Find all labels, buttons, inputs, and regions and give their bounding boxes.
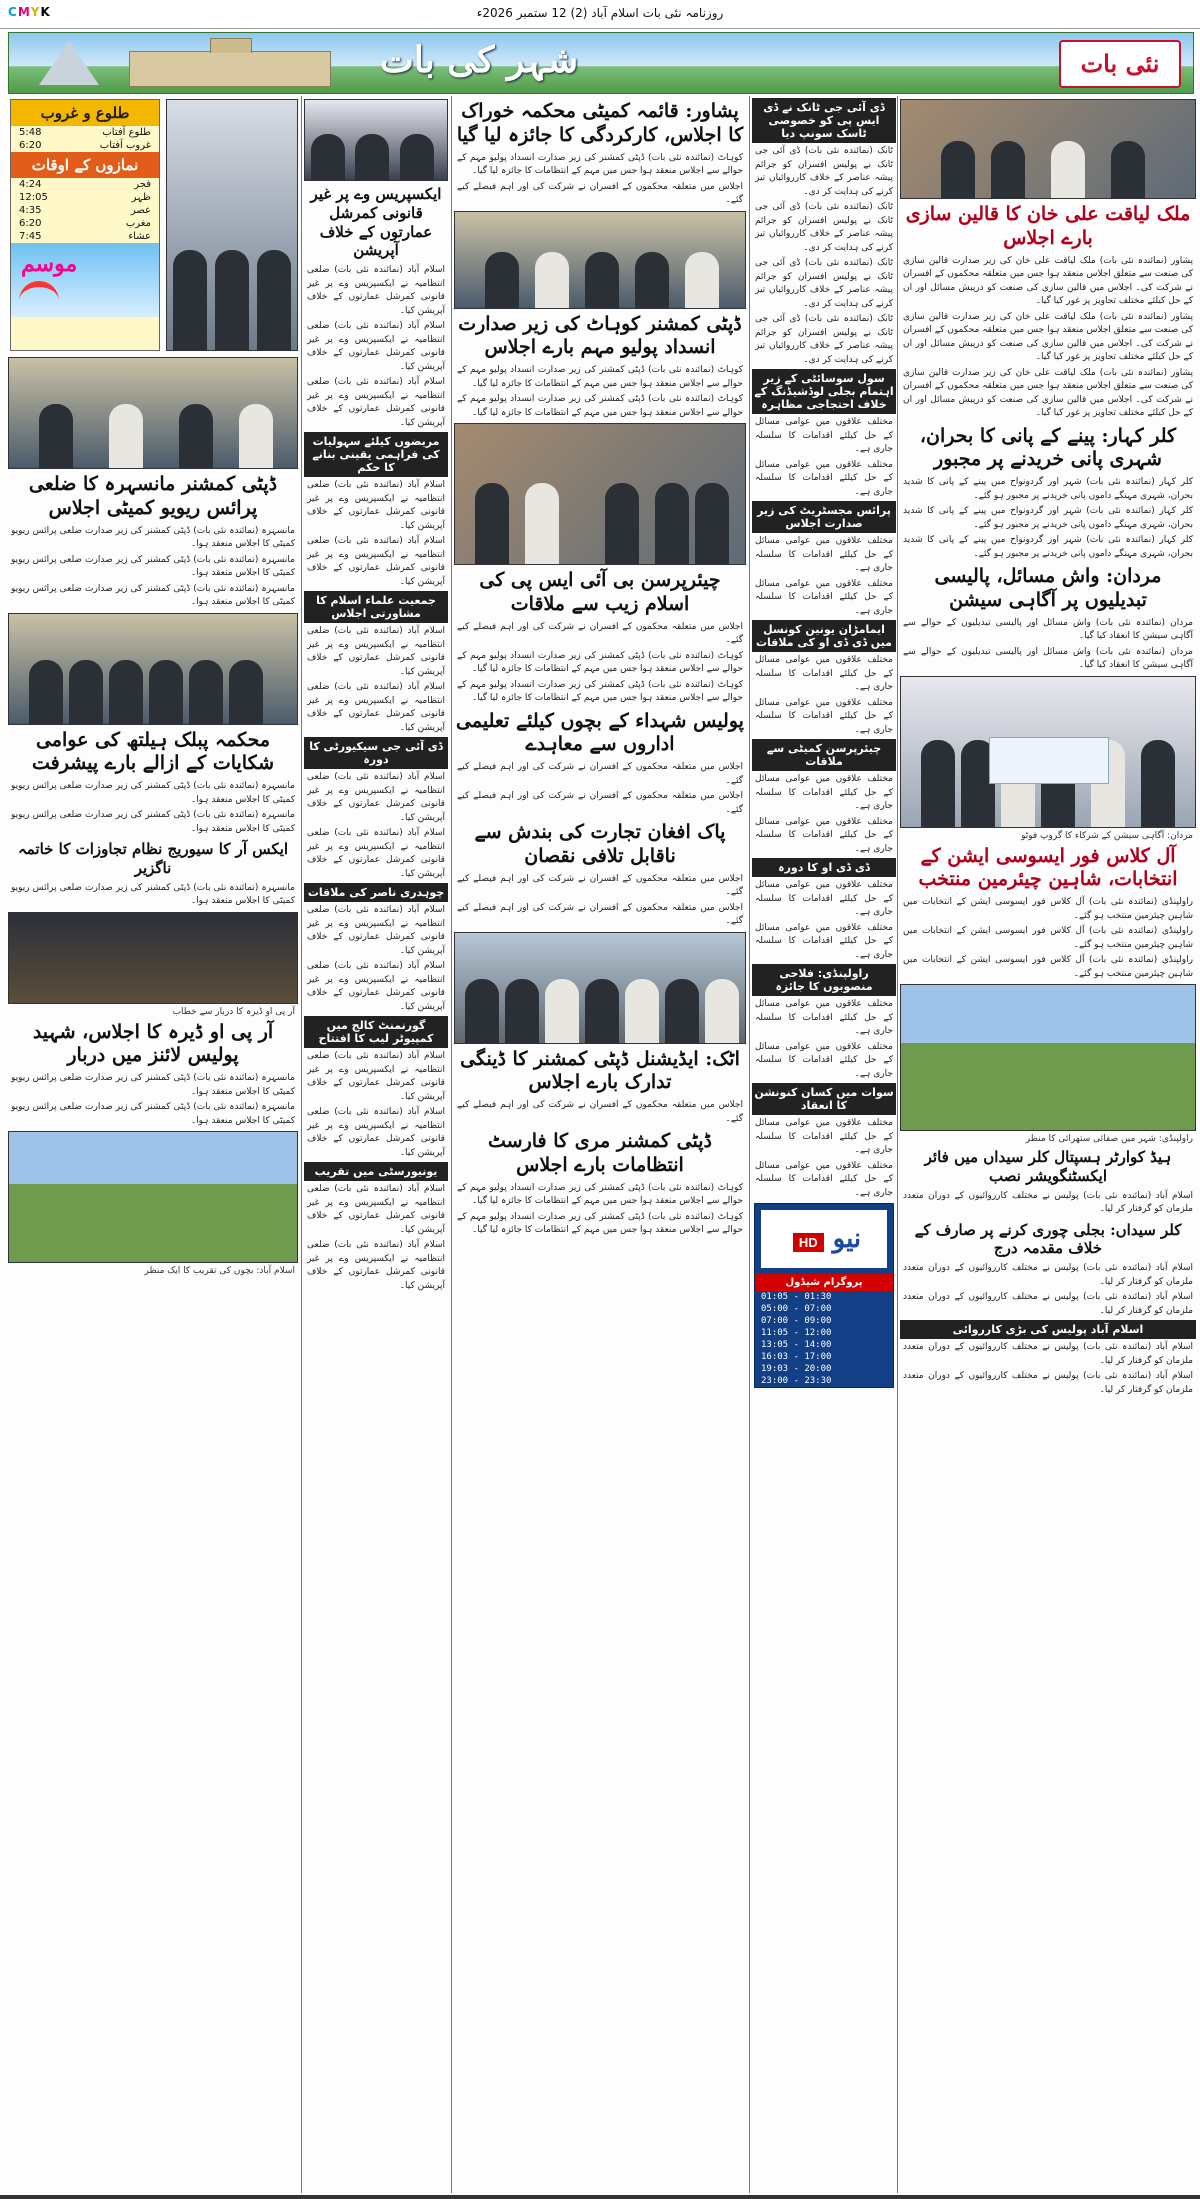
article-body: مانسہرہ (نمائندہ نئی بات) ڈپٹی کمشنر کی زیر صدارت ضلعی پرائس ریویو کمیٹی کا اجلاس منعقد ہوا۔ [11, 554, 295, 578]
article-body: کوہاٹ (نمائندہ نئی بات) ڈپٹی کمشنر کی زیر صدارت انسداد پولیو مہم کے حوالے سے اجلاس منعقد ہوا جس میں مہم کے انتظامات کا جائزہ لیا گیا۔ [457, 394, 743, 418]
subheadline: ایمامڑان یونین کونسل میں ڈی ڈی او کی ملاقات [752, 620, 896, 652]
prayer-value: 6:20 [19, 218, 42, 229]
article-body: مختلف علاقوں میں عوامی مسائل کے حل کیلئے اقدامات کا سلسلہ جاری ہے۔ [755, 417, 893, 454]
photo-caption: اسلام آباد: بچوں کی تقریب کا ایک منظر [144, 1266, 295, 1276]
photo-caption: مردان: آگاہی سیشن کے شرکاء کا گروپ فوٹو [1021, 830, 1193, 841]
headline: آر پی او ڈیرہ کا اجلاس، شہید پولیس لائنز میں دربار [32, 1020, 274, 1067]
headline: ڈپٹی کمشنر مری کا فارسٹ انتظامات بارے اجلاس [488, 1130, 712, 1176]
event-photo [8, 912, 298, 1004]
headline: پولیس شہداء کے بچوں کیلئے تعلیمی اداروں سے معاہدے [456, 709, 744, 756]
subheadline: راولپنڈی: فلاحی منصوبوں کا جائزہ [752, 964, 896, 996]
group-photo [900, 676, 1196, 828]
meeting-photo [8, 357, 298, 469]
article-body: ٹانک (نمائندہ نئی بات) ڈی آئی جی ٹانک نے پولیس افسران کو جرائم پیشہ عناصر کے خلاف کارروائیاں تیز کرنے کی ہدایت کر دی۔ [755, 314, 893, 365]
article-body: اسلام آباد (نمائندہ نئی بات) پولیس نے مختلف کارروائیوں کے دوران متعدد ملزمان کو گرفتار کر لیا۔ [903, 1292, 1193, 1316]
cmyk-c: C [8, 5, 18, 19]
portraits-photo [166, 99, 298, 351]
article-body: مختلف علاقوں میں عوامی مسائل کے حل کیلئے اقدامات کا سلسلہ جاری ہے۔ [755, 697, 893, 735]
section-title: شہر کی بات [379, 39, 579, 81]
subheadline: چیئرپرسن کمیٹی سے ملاقات [752, 739, 896, 771]
group-photo [454, 932, 746, 1044]
article-body: مختلف علاقوں میں عوامی مسائل کے حل کیلئے اقدامات کا سلسلہ جاری ہے۔ [755, 922, 893, 960]
monument-illustration [39, 41, 99, 85]
subheadline: گورنمنٹ کالج میں کمپیوٹر لیب کا افتتاح [304, 1016, 448, 1048]
headline: ملک لیاقت علی خان کا قالین سازی بارے اجلاس [905, 203, 1191, 249]
prayer-label: مغرب [125, 218, 151, 229]
article-body: مختلف علاقوں میں عوامی مسائل کے حل کیلئے اقدامات کا سلسلہ جاری ہے۔ [755, 578, 893, 616]
prayer-label: فجر [134, 179, 151, 190]
schedule-item: 11:05 - 12:00 [761, 1328, 832, 1338]
article-body: راولپنڈی (نمائندہ نئی بات) آل کلاس فور ایسوسی ایشن کے انتخابات میں شاہین چیئرمین منتخب ہو گئے۔ [903, 926, 1193, 950]
headline: ایکسپریس وے پر غیر قانونی کمرشل عمارتوں کے خلاف آپریشن [310, 185, 442, 260]
article-body: مختلف علاقوں میں عوامی مسائل کے حل کیلئے اقدامات کا سلسلہ جاری ہے۔ [755, 459, 893, 497]
subheadline: ڈی آئی جی سیکیورٹی کا دورہ [304, 737, 448, 769]
schedule-item: 16:03 - 17:00 [761, 1352, 832, 1362]
article-body: مختلف علاقوں میں عوامی مسائل کے حل کیلئے اقدامات کا سلسلہ جاری ہے۔ [755, 774, 893, 811]
headline: مردان: واش مسائل، پالیسی تبدیلیوں پر آگاہی سیشن [934, 565, 1162, 611]
schedule-item: 05:00 - 07:00 [761, 1304, 832, 1314]
article-body: مختلف علاقوں میں عوامی مسائل کے حل کیلئے اقدامات کا سلسلہ جاری ہے۔ [755, 999, 893, 1036]
article-body: اسلام آباد (نمائندہ نئی بات) ضلعی انتظامیہ نے ایکسپریس وے پر غیر قانونی کمرشل عمارتوں کے خلاف آپریشن کیا۔ [307, 961, 445, 1012]
timings-box [10, 99, 160, 351]
prayer-row [11, 230, 159, 243]
subheadline: مریضوں کیلئے سہولیات کی فراہمی یقینی بنانے کا حکم [304, 432, 448, 477]
building-illustration [129, 51, 331, 87]
article-body: پشاور (نمائندہ نئی بات) ملک لیاقت علی خان کی زیر صدارت قالین سازی کی صنعت سے متعلق اجلاس منعقد ہوا جس میں متعلقہ محکموں کے افسران نے شرکت کی۔ اجلاس میں قالین سازی کی صنعت کو درپیش مسائل اور ان کے حل کیلئے مختلف تجاویز پر غور کیا گیا۔ [903, 367, 1193, 418]
article-body: اجلاس میں متعلقہ محکموں کے افسران نے شرکت کی اور اہم فیصلے کیے گئے۔ [457, 873, 743, 897]
article-body: اسلام آباد (نمائندہ نئی بات) ضلعی انتظامیہ نے ایکسپریس وے پر غیر قانونی کمرشل عمارتوں کے خلاف آپریشن کیا۔ [307, 1184, 445, 1235]
portraits-photo [304, 99, 448, 181]
weather-box [11, 243, 159, 317]
article-body: کوہاٹ (نمائندہ نئی بات) ڈپٹی کمشنر کی زیر صدارت انسداد پولیو مہم کے حوالے سے اجلاس منعقد ہوا جس میں مہم کے انتظامات کا جائزہ لیا گیا۔ [457, 650, 743, 674]
cmyk-y: Y [30, 5, 41, 19]
article-body: کلر کہار (نمائندہ نئی بات) شہر اور گردونواح میں پینے کے پانی کا شدید بحران، شہری مہنگے داموں پانی خریدنے پر مجبور ہو گئے۔ [903, 477, 1193, 501]
prayer-row [11, 191, 159, 204]
article-body: مانسہرہ (نمائندہ نئی بات) ڈپٹی کمشنر کی زیر صدارت ضلعی پرائس ریویو کمیٹی کا اجلاس منعقد ہوا۔ [11, 781, 295, 805]
column-5 [8, 96, 298, 2193]
column-4 [304, 96, 448, 2193]
article-body: اسلام آباد (نمائندہ نئی بات) ضلعی انتظامیہ نے ایکسپریس وے پر غیر قانونی کمرشل عمارتوں کے خلاف آپریشن کیا۔ [307, 321, 445, 372]
article-body: اسلام آباد (نمائندہ نئی بات) پولیس نے مختلف کارروائیوں کے دوران متعدد ملزمان کو گرفتار کر لیا۔ [903, 1263, 1193, 1287]
subheadline: چوہدری ناصر کی ملاقات [304, 883, 448, 902]
prayer-label: عشاء [128, 231, 151, 242]
headline: محکمہ پبلک ہیلتھ کی عوامی شکایات کے ازالے بارے پیشرفت [31, 728, 275, 775]
column-rule [301, 96, 302, 2193]
subheadline: ڈی ڈی او کا دورہ [752, 858, 896, 877]
timing-label: طلوع آفتاب [102, 127, 151, 138]
schedule-item: 07:00 - 09:00 [761, 1316, 832, 1326]
article-body: پشاور (نمائندہ نئی بات) ملک لیاقت علی خان کی زیر صدارت قالین سازی کی صنعت سے متعلق اجلاس منعقد ہوا جس میں متعلقہ محکموں کے افسران نے شرکت کی۔ اجلاس میں قالین سازی کی صنعت کو درپیش مسائل اور ان کے حل کیلئے مختلف تجاویز پر غور کیا گیا۔ [903, 255, 1193, 306]
article-body: مانسہرہ (نمائندہ نئی بات) ڈپٹی کمشنر کی زیر صدارت ضلعی پرائس ریویو کمیٹی کا اجلاس منعقد ہوا۔ [11, 810, 295, 834]
article-body: اجلاس میں متعلقہ محکموں کے افسران نے شرکت کی اور اہم فیصلے کیے گئے۔ [457, 791, 743, 815]
article-body: مانسہرہ (نمائندہ نئی بات) ڈپٹی کمشنر کی زیر صدارت ضلعی پرائس ریویو کمیٹی کا اجلاس منعقد ہوا۔ [11, 525, 295, 549]
article-body: پشاور (نمائندہ نئی بات) ملک لیاقت علی خان کی زیر صدارت قالین سازی کی صنعت سے متعلق اجلاس منعقد ہوا جس میں متعلقہ محکموں کے افسران نے شرکت کی۔ اجلاس میں قالین سازی کی صنعت کو درپیش مسائل اور ان کے حل کیلئے مختلف تجاویز پر غور کیا گیا۔ [903, 311, 1193, 362]
article-body: اسلام آباد (نمائندہ نئی بات) ضلعی انتظامیہ نے ایکسپریس وے پر غیر قانونی کمرشل عمارتوں کے خلاف آپریشن کیا۔ [307, 480, 445, 531]
column-rule [897, 96, 898, 2193]
article-body: اسلام آباد (نمائندہ نئی بات) پولیس نے مختلف کارروائیوں کے دوران متعدد ملزمان کو گرفتار کر لیا۔ [903, 1190, 1193, 1214]
subheadline: سوات میں کسان کنونشن کا انعقاد [752, 1083, 896, 1115]
article-body: اسلام آباد (نمائندہ نئی بات) ضلعی انتظامیہ نے ایکسپریس وے پر غیر قانونی کمرشل عمارتوں کے خلاف آپریشن کیا۔ [307, 682, 445, 733]
article-body: کلر کہار (نمائندہ نئی بات) شہر اور گردونواح میں پینے کے پانی کا شدید بحران، شہری مہنگے داموں پانی خریدنے پر مجبور ہو گئے۔ [903, 506, 1193, 530]
subheadline: یونیورسٹی میں تقریب [304, 1162, 448, 1181]
schedule-item: 13:05 - 14:00 [761, 1340, 832, 1350]
cmyk-m: M [17, 5, 31, 19]
article-body: اسلام آباد (نمائندہ نئی بات) ضلعی انتظامیہ نے ایکسپریس وے پر غیر قانونی کمرشل عمارتوں کے خلاف آپریشن کیا۔ [307, 626, 445, 677]
article-body: مختلف علاقوں میں عوامی مسائل کے حل کیلئے اقدامات کا سلسلہ جاری ہے۔ [755, 1118, 893, 1155]
subheadline: ڈی آئی جی ٹانک نے ڈی ایس پی کو خصوصی ٹاسک سونپ دیا [752, 98, 896, 143]
column-rule [749, 96, 750, 2193]
headline: ہیڈ کوارٹر ہسپتال کلر سیداں میں فائر ایکسٹنگویشر نصب [924, 1148, 1172, 1185]
article-body: ٹانک (نمائندہ نئی بات) ڈی آئی جی ٹانک نے پولیس افسران کو جرائم پیشہ عناصر کے خلاف کارروائیاں تیز کرنے کی ہدایت کر دی۔ [755, 202, 893, 253]
schedule-item: 01:05 - 01:30 [761, 1292, 832, 1302]
prayer-value: 7:45 [19, 231, 42, 242]
cmyk-k: K [40, 5, 51, 19]
headline: ڈپٹی کمشنر کوہاٹ کی زیر صدارت انسداد پولیو مہم بارے اجلاس [458, 312, 742, 359]
column-rule [451, 96, 452, 2193]
headline: پاک افغان تجارت کی بندش سے ناقابل تلافی نقصان [474, 821, 726, 867]
prayer-title: نمازوں کے اوقات [11, 152, 159, 178]
schedule-title: پروگرام شیڈول [755, 1274, 893, 1291]
article-body: مختلف علاقوں میں عوامی مسائل کے حل کیلئے اقدامات کا سلسلہ جاری ہے۔ [755, 1041, 893, 1079]
article-body: راولپنڈی (نمائندہ نئی بات) آل کلاس فور ایسوسی ایشن کے انتخابات میں شاہین چیئرمین منتخب ہو گئے۔ [903, 955, 1193, 979]
article-body: اسلام آباد (نمائندہ نئی بات) ضلعی انتظامیہ نے ایکسپریس وے پر غیر قانونی کمرشل عمارتوں کے خلاف آپریشن کیا۔ [307, 377, 445, 428]
article-body: اسلام آباد (نمائندہ نئی بات) ضلعی انتظامیہ نے ایکسپریس وے پر غیر قانونی کمرشل عمارتوں کے خلاف آپریشن کیا۔ [307, 905, 445, 956]
article-body: اسلام آباد (نمائندہ نئی بات) ضلعی انتظامیہ نے ایکسپریس وے پر غیر قانونی کمرشل عمارتوں کے خلاف آپریشن کیا۔ [307, 265, 445, 316]
prayer-value: 12:05 [19, 192, 48, 203]
photo-caption: راولپنڈی: شہر میں صفائی ستھرائی کا منظر [1025, 1134, 1193, 1144]
section-banner [8, 32, 1194, 94]
article-body: ٹانک (نمائندہ نئی بات) ڈی آئی جی ٹانک نے پولیس افسران کو جرائم پیشہ عناصر کے خلاف کارروائیاں تیز کرنے کی ہدایت کر دی۔ [755, 146, 893, 197]
article-body: ٹانک (نمائندہ نئی بات) ڈی آئی جی ٹانک نے پولیس افسران کو جرائم پیشہ عناصر کے خلاف کارروائیاں تیز کرنے کی ہدایت کر دی۔ [755, 258, 893, 309]
rainbow-icon [19, 281, 59, 311]
hd-badge: HD [793, 1233, 824, 1252]
meeting-photo [454, 423, 746, 565]
article-body: کوہاٹ (نمائندہ نئی بات) ڈپٹی کمشنر کی زیر صدارت انسداد پولیو مہم کے حوالے سے اجلاس منعقد ہوا جس میں مہم کے انتظامات کا جائزہ لیا گیا۔ [457, 679, 743, 703]
article-body: کلر کہار (نمائندہ نئی بات) شہر اور گردونواح میں پینے کے پانی کا شدید بحران، شہری مہنگے داموں پانی خریدنے پر مجبور ہو گئے۔ [903, 535, 1193, 559]
article-body: مردان (نمائندہ نئی بات) واش مسائل اور پالیسی تبدیلیوں کے حوالے سے آگاہی سیشن کا انعقاد کیا گیا۔ [903, 617, 1193, 641]
subheadline: سول سوسائٹی کے زیر اہتمام بجلی لوڈشیڈنگ کے خلاف احتجاجی مظاہرہ [752, 369, 896, 414]
timing-value: 5:48 [19, 127, 42, 138]
article-body: کوہاٹ (نمائندہ نئی بات) ڈپٹی کمشنر کی زیر صدارت انسداد پولیو مہم کے حوالے سے اجلاس منعقد ہوا جس میں مہم کے انتظامات کا جائزہ لیا گیا۔ [457, 1211, 743, 1235]
headline: اٹک: ایڈیشنل ڈپٹی کمشنر کا ڈینگی تدارک بارے اجلاس [460, 1047, 740, 1094]
article-body: مختلف علاقوں میں عوامی مسائل کے حل کیلئے اقدامات کا سلسلہ جاری ہے۔ [755, 1160, 893, 1198]
city-photo [900, 984, 1196, 1131]
article-body: اسلام آباد (نمائندہ نئی بات) ضلعی انتظامیہ نے ایکسپریس وے پر غیر قانونی کمرشل عمارتوں کے خلاف آپریشن کیا۔ [307, 1051, 445, 1102]
timing-value: 6:20 [19, 140, 42, 151]
photo-caption: آر پی او ڈیرہ کا دربار سے خطاب [172, 1006, 295, 1017]
dateline: روزنامہ نئی بات اسلام آباد (2) 12 ستمبر 2026ء [476, 6, 724, 20]
schedule-item: 23:00 - 23:30 [761, 1376, 832, 1386]
article-body: اجلاس میں متعلقہ محکموں کے افسران نے شرکت کی اور اہم فیصلے کیے گئے۔ [457, 762, 743, 786]
headline: پشاور: قائمہ کمیٹی محکمہ خوراک کا اجلاس، کارکردگی کا جائزہ لیا گیا [456, 100, 744, 146]
headline: کلر کہار: پینے کے پانی کا بحران، شہری پانی خریدنے پر مجبور [919, 424, 1177, 471]
prayer-row [11, 204, 159, 217]
weather-title: موسم [21, 251, 78, 277]
timing-row [11, 139, 159, 152]
article-body: اجلاس میں متعلقہ محکموں کے افسران نے شرکت کی اور اہم فیصلے کیے گئے۔ [457, 1100, 743, 1124]
article-body: اسلام آباد (نمائندہ نئی بات) ضلعی انتظامیہ نے ایکسپریس وے پر غیر قانونی کمرشل عمارتوں کے خلاف آپریشن کیا۔ [307, 772, 445, 823]
meeting-photo [454, 211, 746, 309]
subheadline: جمعیت علماء اسلام کا مشاورتی اجلاس [304, 591, 448, 623]
article-body: اسلام آباد (نمائندہ نئی بات) ضلعی انتظامیہ نے ایکسپریس وے پر غیر قانونی کمرشل عمارتوں کے خلاف آپریشن کیا۔ [307, 1240, 445, 1291]
top-bar [0, 0, 1200, 29]
article-body: مانسہرہ (نمائندہ نئی بات) ڈپٹی کمشنر کی زیر صدارت ضلعی پرائس ریویو کمیٹی کا اجلاس منعقد ہوا۔ [11, 583, 295, 607]
sunrise-title: طلوع و غروب [11, 100, 159, 126]
article-body: مختلف علاقوں میں عوامی مسائل کے حل کیلئے اقدامات کا سلسلہ جاری ہے۔ [755, 655, 893, 692]
prayer-row [11, 178, 159, 191]
prayer-value: 4:24 [19, 179, 42, 190]
article-body: اسلام آباد (نمائندہ نئی بات) ضلعی انتظامیہ نے ایکسپریس وے پر غیر قانونی کمرشل عمارتوں کے خلاف آپریشن کیا۔ [307, 828, 445, 879]
article-body: راولپنڈی (نمائندہ نئی بات) آل کلاس فور ایسوسی ایشن کے انتخابات میں شاہین چیئرمین منتخب ہو گئے۔ [903, 897, 1193, 921]
article-body: اجلاس میں متعلقہ محکموں کے افسران نے شرکت کی اور اہم فیصلے کیے گئے۔ [457, 902, 743, 926]
article-body: اسلام آباد (نمائندہ نئی بات) ضلعی انتظامیہ نے ایکسپریس وے پر غیر قانونی کمرشل عمارتوں کے خلاف آپریشن کیا۔ [307, 536, 445, 587]
prayer-label: عصر [130, 205, 151, 216]
column-1 [900, 96, 1196, 2193]
headline: ڈپٹی کمشنر مانسہرہ کا ضلعی پرائس ریویو کمیٹی اجلاس [28, 473, 278, 519]
prayer-label: ظہر [131, 192, 151, 203]
children-event-photo [8, 1131, 298, 1263]
article-body: مردان (نمائندہ نئی بات) واش مسائل اور پالیسی تبدیلیوں کے حوالے سے آگاہی سیشن کا انعقاد کیا گیا۔ [903, 646, 1193, 670]
article-body: اجلاس میں متعلقہ محکموں کے افسران نے شرکت کی اور اہم فیصلے کیے گئے۔ [457, 181, 743, 205]
prayer-value: 4:35 [19, 205, 42, 216]
article-body: اجلاس میں متعلقہ محکموں کے افسران نے شرکت کی اور اہم فیصلے کیے گئے۔ [457, 621, 743, 645]
article-body: مختلف علاقوں میں عوامی مسائل کے حل کیلئے اقدامات کا سلسلہ جاری ہے۔ [755, 816, 893, 854]
subheadline: پرائس مجسٹریٹ کی زیر صدارت اجلاس [752, 501, 896, 533]
bottom-strip [0, 2195, 1200, 2199]
headline: ایکس آر کا سیوریج نظام تجاوزات کا خاتمہ ناگزیر [17, 840, 289, 877]
timing-label: غروب آفتاب [99, 140, 151, 151]
article-body: کوہاٹ (نمائندہ نئی بات) ڈپٹی کمشنر کی زیر صدارت انسداد پولیو مہم کے حوالے سے اجلاس منعقد ہوا جس میں مہم کے انتظامات کا جائزہ لیا گیا۔ [457, 1182, 743, 1206]
channel-logo-text: نیو [832, 1224, 862, 1254]
article-body: مانسہرہ (نمائندہ نئی بات) ڈپٹی کمشنر کی زیر صدارت ضلعی پرائس ریویو کمیٹی کا اجلاس منعقد ہوا۔ [11, 1102, 295, 1126]
timing-row [11, 126, 159, 139]
column-2 [752, 96, 896, 2193]
headline: آل کلاس فور ایسوسی ایشن کے انتخابات، شاہین چیئرمین منتخب [918, 844, 1178, 891]
schedule-item: 19:03 - 20:00 [761, 1364, 832, 1374]
article-body: اسلام آباد (نمائندہ نئی بات) پولیس نے مختلف کارروائیوں کے دوران متعدد ملزمان کو گرفتار کر لیا۔ [903, 1342, 1193, 1366]
column-3 [454, 96, 746, 2193]
newspaper-logo: نئی بات [1059, 40, 1181, 88]
headline: چیئرپرسن بی آئی ایس پی کی اسلام زیب سے ملاقات [479, 569, 721, 615]
meeting-photo [900, 99, 1196, 199]
article-body: مختلف علاقوں میں عوامی مسائل کے حل کیلئے اقدامات کا سلسلہ جاری ہے۔ [755, 880, 893, 917]
article-body: مانسہرہ (نمائندہ نئی بات) ڈپٹی کمشنر کی زیر صدارت ضلعی پرائس ریویو کمیٹی کا اجلاس منعقد ہوا۔ [11, 1073, 295, 1097]
channel-logo [761, 1210, 887, 1268]
prayer-row [11, 217, 159, 230]
article-body: کوہاٹ (نمائندہ نئی بات) ڈپٹی کمشنر کی زیر صدارت انسداد پولیو مہم کے حوالے سے اجلاس منعقد ہوا جس میں مہم کے انتظامات کا جائزہ لیا گیا۔ [457, 152, 743, 176]
hall-photo [8, 613, 298, 725]
article-body: کوہاٹ (نمائندہ نئی بات) ڈپٹی کمشنر کی زیر صدارت انسداد پولیو مہم کے حوالے سے اجلاس منعقد ہوا جس میں مہم کے انتظامات کا جائزہ لیا گیا۔ [457, 365, 743, 389]
headline: کلر سیداں: بجلی چوری کرنے پر صارف کے خلاف مقدمہ درج [914, 1220, 1182, 1258]
article-body: مختلف علاقوں میں عوامی مسائل کے حل کیلئے اقدامات کا سلسلہ جاری ہے۔ [755, 536, 893, 573]
article-body: اسلام آباد (نمائندہ نئی بات) پولیس نے مختلف کارروائیوں کے دوران متعدد ملزمان کو گرفتار کر لیا۔ [903, 1371, 1193, 1395]
news-channel-ad [754, 1203, 894, 1388]
article-body: مانسہرہ (نمائندہ نئی بات) ڈپٹی کمشنر کی زیر صدارت ضلعی پرائس ریویو کمیٹی کا اجلاس منعقد ہوا۔ [11, 882, 295, 906]
subheadline: اسلام آباد پولیس کی بڑی کارروائی [900, 1320, 1196, 1339]
article-body: اسلام آباد (نمائندہ نئی بات) ضلعی انتظامیہ نے ایکسپریس وے پر غیر قانونی کمرشل عمارتوں کے خلاف آپریشن کیا۔ [307, 1107, 445, 1158]
